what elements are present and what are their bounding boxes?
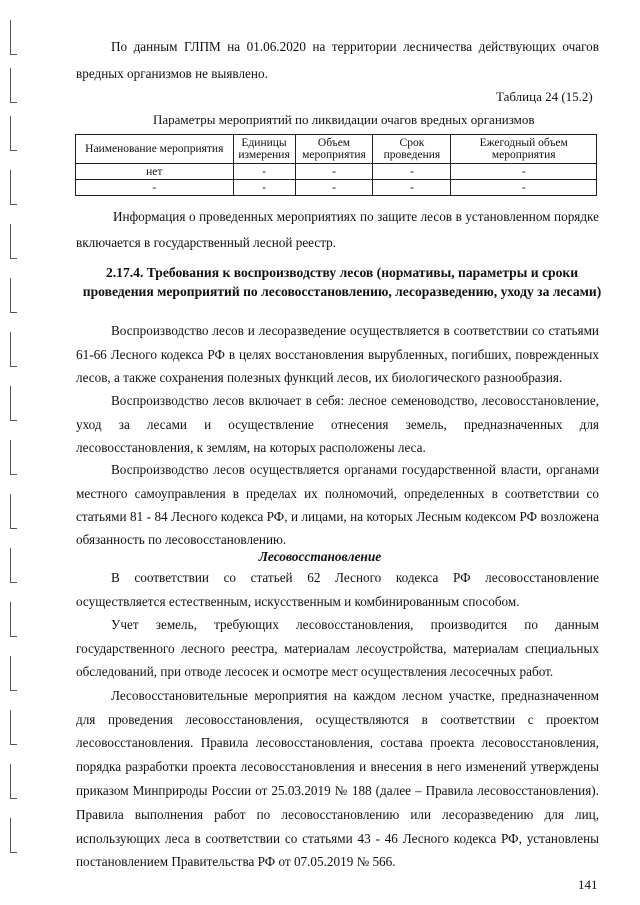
table-header-cell: Ежегодный объем мероприятия	[451, 135, 597, 164]
page-number: 141	[578, 877, 598, 892]
table-number: Таблица 24 (15.2)	[496, 89, 593, 104]
p6-line-2: для проведения лесовосстановления, осуществляются в соответствии с проектом	[76, 712, 599, 727]
table-header-cell: Единицы измерения	[233, 135, 295, 164]
info-line-2: включается в государственный лесной реестр.	[76, 235, 337, 250]
table-cell: -	[76, 180, 234, 196]
section-heading-line-1: 2.17.4. Требования к воспроизводству лесов (нормативы, параметры и сроки	[105, 265, 579, 280]
p5-line-3: обследований, при отводе лесосек и осмотре мест осуществления лесосечных работ.	[76, 664, 554, 679]
p1-line-2: 61-66 Лесного кодекса РФ в целях восстановления вырубленных, погибших, поврежденных	[76, 347, 599, 362]
p6-line-6: Правила выполнения работ по лесовосстановлению или лесоразведению для лиц,	[76, 807, 599, 822]
p3-line-3: статьями 81 - 84 Лесного кодекса РФ, и лицами, на которых Лесным кодексом РФ возложена	[76, 509, 599, 524]
table-row	[76, 180, 597, 196]
table-cell: -	[373, 164, 451, 180]
p3-line-1: Воспроизводство лесов осуществляется органами государственной власти, органами	[111, 462, 599, 477]
p3-line-4: обязанность по лесовосстановлению.	[76, 532, 287, 547]
info-line-1: Информация о проведенных мероприятиях по защите лесов в установленном порядке	[113, 209, 599, 224]
table-title: Параметры мероприятий по ликвидации очагов вредных организмов	[153, 112, 535, 127]
p6-line-7: использующих леса в соответствии со статьями 43 - 46 Лесного кодекса РФ, установлены	[76, 831, 599, 846]
table-header-cell: Объем мероприятия	[295, 135, 373, 164]
intro-line-1: По данным ГЛПМ на 01.06.2020 на территории лесничества действующих очагов	[111, 39, 599, 54]
parameters-table	[75, 134, 597, 196]
table-cell: нет	[76, 164, 234, 180]
table-header-cell: Срок проведения	[373, 135, 451, 164]
table-cell: -	[451, 180, 597, 196]
p6-line-1: Лесовосстановительные мероприятия на каждом лесном участке, предназначенном	[111, 688, 599, 703]
p5-line-1: Учет земель, требующих лесовосстановления, производится по данным	[111, 617, 599, 632]
p4-line-1: В соответствии со статьей 62 Лесного кодекса РФ лесовосстановление	[111, 570, 599, 585]
p6-line-3: лесовосстановления. Правила лесовосстановления, состава проекта лесовосстановления,	[76, 735, 599, 750]
table-header-cell: Наименование мероприятия	[76, 135, 234, 164]
table-cell: -	[451, 164, 597, 180]
subheading: Лесовосстановление	[258, 549, 382, 564]
p6-line-8: постановлением Правительства РФ от 07.05.2019 № 566.	[76, 854, 396, 869]
table-header-row	[76, 135, 597, 164]
p4-line-2: осуществляется естественным, искусственным и комбинированным способом.	[76, 594, 520, 609]
p3-line-2: местного самоуправления в пределах их полномочий, определенных в соответствии со	[76, 486, 599, 501]
p1-line-1: Воспроизводство лесов и лесоразведение осуществляется в соответствии со статьями	[111, 323, 599, 338]
section-heading-line-2: проведения мероприятий по лесовосстановлению, лесоразведению, уходу за лесами)	[82, 284, 602, 299]
table-cell: -	[373, 180, 451, 196]
binding-marks	[8, 20, 22, 880]
p1-line-3: лесов, а также сохранения полезных функций лесов, их биологического разнообразия.	[76, 370, 563, 385]
table-cell: -	[233, 180, 295, 196]
p2-line-3: лесовосстановления, к землям, на которых расположены леса.	[76, 440, 426, 455]
p2-line-1: Воспроизводство лесов включает в себя: лесное семеноводство, лесовосстановление,	[111, 393, 599, 408]
intro-line-2: вредных организмов не выявлено.	[76, 66, 268, 81]
p5-line-2: государственного лесного реестра, материалам лесоустройства, материалам специальных	[76, 641, 599, 656]
table-cell: -	[295, 180, 373, 196]
table-cell: -	[295, 164, 373, 180]
table-row	[76, 164, 597, 180]
p2-line-2: уход за лесами и осуществление отнесения земель, предназначенных для	[76, 417, 599, 432]
p6-line-4: порядка разработки проекта лесовосстановления и внесения в него изменений утверждены	[76, 759, 599, 774]
p6-line-5: приказом Минприроды России от 25.03.2019 № 188 (далее – Правила лесовосстановления).	[76, 783, 599, 798]
table-cell: -	[233, 164, 295, 180]
